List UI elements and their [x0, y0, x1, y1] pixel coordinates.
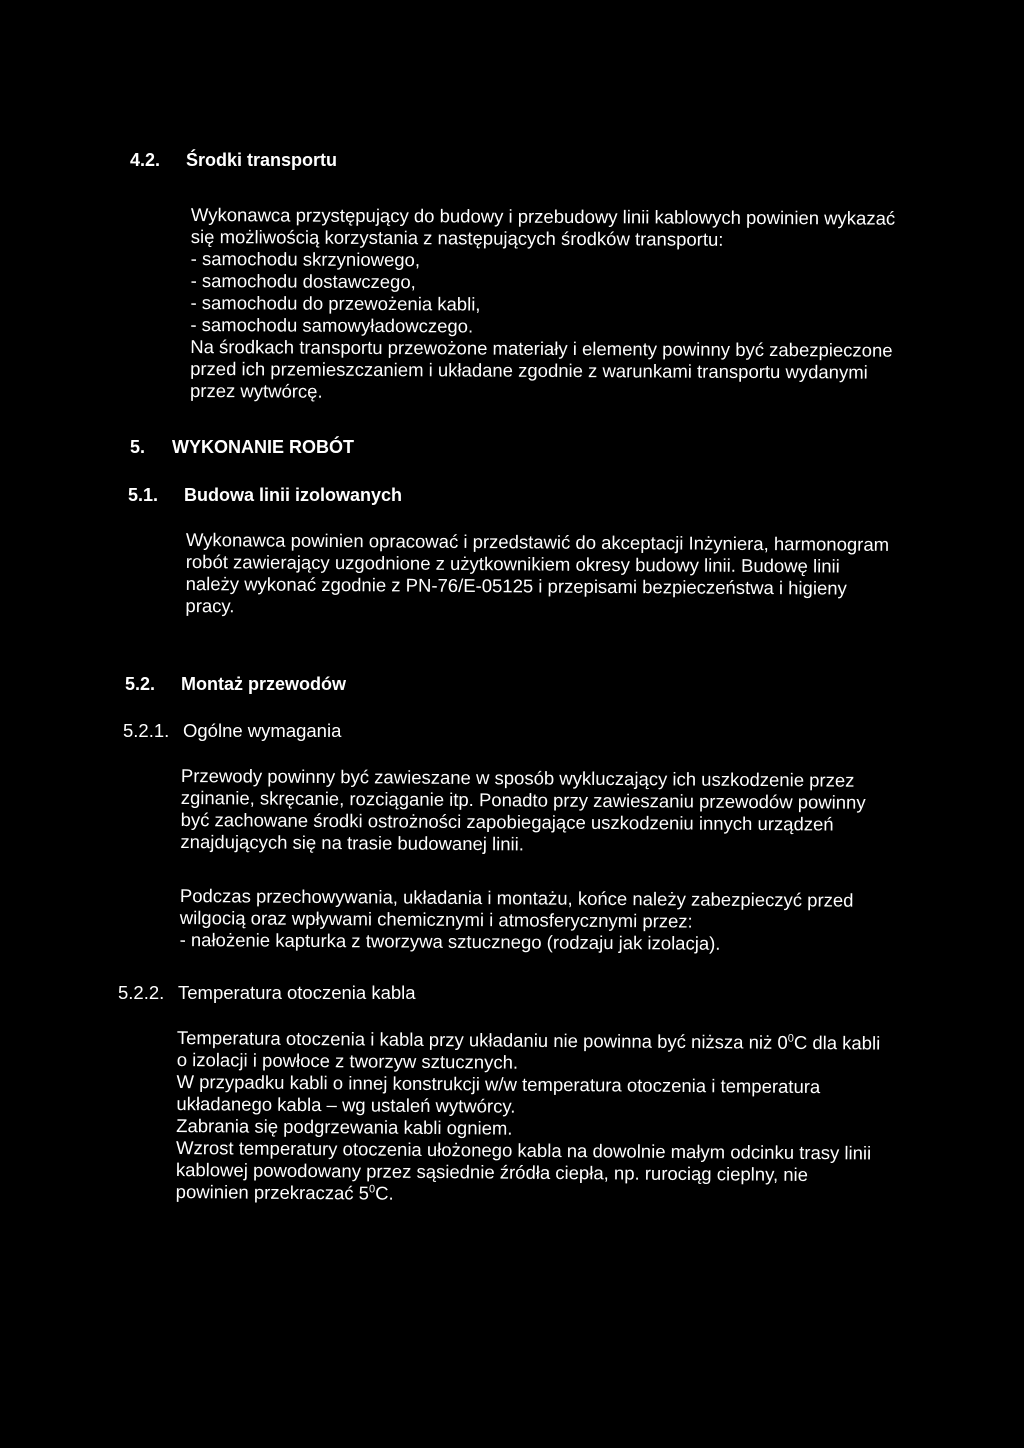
- paragraph-line: o izolacji i powłoce z tworzyw sztucznych.: [176, 1048, 519, 1073]
- list-item: - samochodu do przewożenia kabli,: [190, 291, 481, 315]
- section-heading-5: [130, 436, 354, 458]
- section-5-2-1-para-2: [180, 885, 854, 956]
- superscript-degree: 0: [369, 1183, 376, 1196]
- section-number: 5.2.: [125, 674, 156, 694]
- section-heading-5-2-2: [118, 982, 416, 1004]
- list-item: - nałożenie kapturka z tworzywa sztucznego (rodzaju jak izolacja).: [179, 928, 721, 954]
- paragraph-line: Wykonawca przystępujący do budowy i przebudowy linii kablowych powinien wykazać: [190, 204, 896, 229]
- text-segment: Temperatura otoczenia i kabla przy układaniu nie powinna być niższa niż 0: [176, 1027, 788, 1053]
- text-segment: C dla kabli: [793, 1031, 881, 1054]
- paragraph-line: znajdujących się na trasie budowanej linii.: [180, 830, 525, 855]
- paragraph-line: Przewody powinny być zawieszane w sposób wykluczający ich uszkodzenie przez: [180, 765, 855, 791]
- paragraph-line: Podczas przechowywania, układania i montażu, końce należy zabezpieczyć przed: [179, 885, 854, 911]
- section-5-2-1-para-1: [180, 765, 865, 858]
- section-title: Ogólne wymagania: [183, 720, 342, 741]
- paragraph-line: być zachowane środki ostrożności zapobiegające uszkodzeniu innych urządzeń: [180, 808, 834, 835]
- section-5-1-body: [185, 529, 889, 622]
- paragraph-line: Wykonawca powinien opracować i przedstawić do akceptacji Inżyniera, harmonogram: [185, 529, 890, 555]
- paragraph-line: przez wytwórcę.: [189, 379, 323, 402]
- section-4-2-body: [190, 204, 895, 406]
- paragraph-line: pracy.: [185, 594, 235, 617]
- paragraph-line: zginanie, skręcanie, rozciąganie itp. Ponadto przy zawieszaniu przewodów powinny: [180, 786, 866, 813]
- section-title: Temperatura otoczenia kabla: [178, 982, 416, 1003]
- list-item: - samochodu samowyładowczego.: [190, 313, 474, 337]
- text-segment: powinien przekraczać 5: [175, 1180, 370, 1204]
- paragraph-line: przed ich przemieszczaniem i układane zgodnie z warunkami transportu wydanymi: [190, 357, 868, 383]
- paragraph-line: kablowej powodowany przez sąsiednie źródła ciepła, np. rurociąg cieplny, nie: [175, 1158, 809, 1185]
- section-title: WYKONANIE ROBÓT: [172, 437, 354, 457]
- section-title: Budowa linii izolowanych: [184, 485, 403, 505]
- section-number: 5.: [130, 437, 146, 457]
- section-5-2-2-body: [176, 1027, 881, 1209]
- section-title: Montaż przewodów: [181, 674, 346, 694]
- section-title: Środki transportu: [186, 150, 338, 170]
- section-number: 5.2.1.: [123, 720, 170, 741]
- list-item: - samochodu skrzyniowego,: [190, 247, 421, 271]
- list-item: - samochodu dostawczego,: [190, 269, 416, 293]
- superscript-degree: 0: [787, 1032, 794, 1045]
- section-number: 5.1.: [128, 485, 159, 505]
- section-number: 4.2.: [130, 150, 161, 170]
- paragraph-line: Zabrania się podgrzewania kabli ogniem.: [176, 1114, 513, 1139]
- paragraph-line: Wzrost temperatury otoczenia ułożonego kabla na dowolnie małym odcinku trasy linii: [175, 1136, 872, 1164]
- section-heading-5-2: [125, 673, 346, 695]
- paragraph-line: W przypadku kabli o innej konstrukcji w/w temperatura otoczenia i temperatura: [176, 1070, 821, 1098]
- paragraph-line: układanego kabla – wg ustaleń wytwórcy.: [176, 1092, 516, 1117]
- section-heading-4-2: [130, 149, 337, 171]
- paragraph-line: robót zawierający uzgodnione z użytkownikiem okresy budowy linii. Budowę linii: [185, 550, 840, 577]
- paragraph-line: Na środkach transportu przewożone materiały i elementy powinny być zabezpieczone: [190, 335, 893, 361]
- text-segment: C.: [375, 1182, 394, 1204]
- paragraph-line: wilgocią oraz wpływami chemicznymi i atmosferycznymi przez:: [179, 906, 693, 932]
- section-number: 5.2.2.: [118, 982, 165, 1003]
- paragraph-line: należy wykonać zgodnie z PN-76/E-05125 i przepisami bezpieczeństwa i higieny: [185, 572, 847, 599]
- section-heading-5-2-1: [123, 720, 341, 742]
- section-heading-5-1: [128, 484, 402, 506]
- paragraph-line: się możliwością korzystania z następujących środków transportu:: [190, 225, 724, 250]
